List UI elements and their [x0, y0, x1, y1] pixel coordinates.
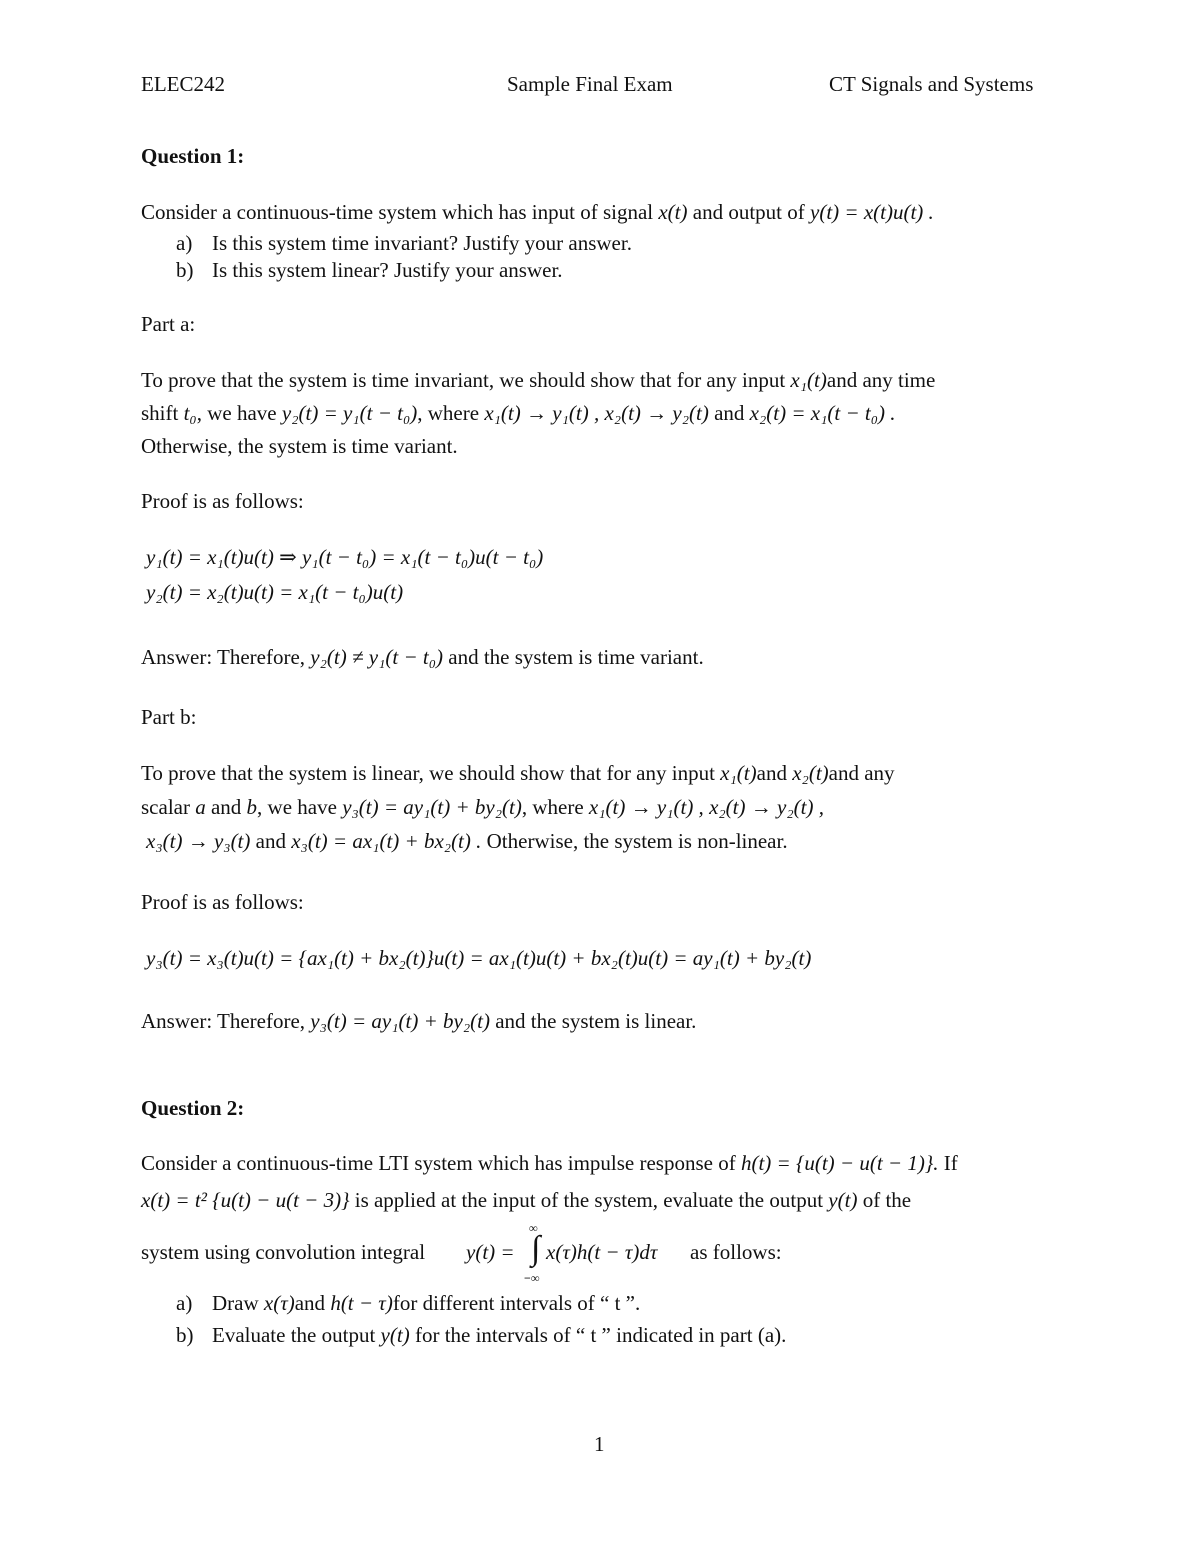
part-b-l2-where: , where — [521, 795, 584, 819]
part-b-l2-map2: x₂(t) → y₂(t) , — [709, 795, 824, 819]
part-a-l2-b: , we have — [196, 401, 277, 425]
part-b-l1-tail: and any — [828, 761, 895, 785]
q2-impulse-response: h(t) = {u(t) − u(t − 1)}. — [740, 1151, 939, 1175]
q2-item-b — [212, 1325, 786, 1346]
q2-item-a — [212, 1293, 640, 1314]
question-1-heading: Question 1: — [141, 144, 245, 168]
q2-l2-text: is applied at the input of the system, evaluate the output — [354, 1188, 824, 1212]
q1-prompt-text: Consider a continuous-time system which has input of signal — [141, 200, 654, 224]
part-b-line-2 — [141, 797, 824, 818]
course-code: ELEC242 — [141, 72, 225, 96]
part-a-l2-def: x₂(t) = x₁(t − t₀) . — [749, 401, 896, 425]
part-b-line-3 — [146, 831, 788, 852]
q1-item-b: Is this system linear? Justify your answer. — [212, 258, 563, 282]
proof-a-equation-1: y₁(t) = x₁(t)u(t) ⇒ y₁(t − t₀) = x₁(t − t₀)u(t − t₀) — [146, 545, 544, 569]
answer-b-suffix: and the system is linear. — [495, 1009, 697, 1033]
part-a-l2-a: shift — [141, 401, 179, 425]
part-b-l1-text: To prove that the system is linear, we should show that for any input — [141, 761, 715, 785]
answer-a-math: y₂(t) ≠ y₁(t − t₀) — [310, 645, 444, 669]
part-a-line-2 — [141, 403, 896, 424]
part-b-l2-scalar-b: b — [246, 795, 258, 819]
answer-a-suffix: and the system is time variant. — [448, 645, 704, 669]
q2-item-a-h: h(t − τ) — [330, 1291, 393, 1315]
q2-item-a-marker: a) — [176, 1291, 193, 1315]
part-b-l3-def: x₃(t) = ax₁(t) + bx₂(t) . — [291, 829, 482, 853]
part-b-l2-and: and — [210, 795, 242, 819]
part-a-line-3: Otherwise, the system is time variant. — [141, 434, 458, 458]
q2-item-a-tail: for different intervals of “ t ”. — [392, 1291, 641, 1315]
q2-item-b-text: Evaluate the output — [212, 1323, 376, 1347]
q2-line-2 — [141, 1190, 911, 1211]
q1-item-a-marker: a) — [176, 231, 193, 255]
part-a-l1-text: To prove that the system is time invariant, we should show that for any input — [141, 368, 786, 392]
q1-output-equation: y(t) = x(t)u(t) . — [810, 200, 934, 224]
q1-prompt — [141, 202, 934, 223]
q2-item-b-y: y(t) — [380, 1323, 410, 1347]
q2-item-a-x: x(τ) — [263, 1291, 295, 1315]
page-number: 1 — [594, 1432, 605, 1456]
part-a-l2-map1: x₁(t) → y₁(t) , — [484, 401, 600, 425]
q2-l2-tail: of the — [862, 1188, 912, 1212]
q2-item-a-and: and — [294, 1291, 326, 1315]
q2-line-3-tail: as follows: — [690, 1240, 782, 1264]
q1-input-signal: x(t) — [658, 200, 688, 224]
part-b-l1-and: and — [756, 761, 787, 785]
part-a-label: Part a: — [141, 312, 196, 336]
q2-line-1 — [141, 1153, 958, 1174]
q1-prompt-mid: and output of — [692, 200, 805, 224]
part-b-l1-x2: x₂(t) — [792, 761, 829, 785]
part-b-l2-scalar-a: a — [195, 795, 206, 819]
answer-b-prefix: Answer: Therefore, — [141, 1009, 306, 1033]
q2-l2-output: y(t) — [828, 1188, 858, 1212]
part-b-l3-tail: Otherwise, the system is non-linear. — [486, 829, 788, 853]
part-a-l1-math: x₁(t) — [790, 368, 827, 392]
q1-item-b-marker: b) — [176, 258, 194, 282]
answer-b-math: y₃(t) = ay₁(t) + by₂(t) — [310, 1009, 490, 1033]
q2-item-b-marker: b) — [176, 1323, 194, 1347]
part-a-l1-tail: and any time — [826, 368, 936, 392]
q1-item-a: Is this system time invariant? Justify your answer. — [212, 231, 632, 255]
q2-line-3-text: system using convolution integral — [141, 1240, 426, 1264]
part-b-l1-x1: x₁(t) — [720, 761, 757, 785]
part-b-l2-map1: x₁(t) → y₁(t) , — [588, 795, 704, 819]
q2-l1-text: Consider a continuous-time LTI system which has impulse response of — [141, 1151, 736, 1175]
answer-a-prefix: Answer: Therefore, — [141, 645, 306, 669]
part-b-line-1 — [141, 763, 895, 784]
integral-lower-limit: −∞ — [524, 1271, 540, 1285]
proof-a-equation-2: y₂(t) = x₂(t)u(t) = x₁(t − t₀)u(t) — [146, 580, 404, 604]
subject-title: CT Signals and Systems — [829, 72, 1034, 96]
part-a-l2-and: and — [714, 401, 745, 425]
q2-convolution-integrand: x(τ)h(t − τ)dτ — [546, 1240, 658, 1264]
answer-b — [141, 1011, 696, 1032]
part-b-label: Part b: — [141, 705, 197, 729]
part-a-l2-eq: y₂(t) = y₁(t − t₀) — [281, 401, 418, 425]
part-b-l2-a: scalar — [141, 795, 190, 819]
part-b-l3-and: and — [255, 829, 286, 853]
q2-item-a-text: Draw — [212, 1291, 259, 1315]
integral-sign: ∫ — [531, 1230, 541, 1267]
q2-item-b-tail: for the intervals of “ t ” indicated in part (a). — [414, 1323, 787, 1347]
part-b-l2-eq: y₃(t) = ay₁(t) + by₂(t) — [342, 795, 522, 819]
part-b-l2-have: , we have — [257, 795, 337, 819]
proof-b-equation: y₃(t) = x₃(t)u(t) = {ax₁(t) + bx₂(t)}u(t) = ax₁(t)u(t) + bx₂(t)u(t) = ay₁(t) + by₂(t) — [146, 946, 812, 970]
part-a-l2-c: , where — [417, 401, 480, 425]
answer-a — [141, 647, 704, 668]
integral-upper-limit: ∞ — [529, 1221, 538, 1235]
question-2-heading: Question 2: — [141, 1096, 245, 1120]
part-a-line-1 — [141, 370, 935, 391]
exam-title: Sample Final Exam — [507, 72, 673, 96]
q2-convolution-lhs: y(t) = — [466, 1240, 515, 1264]
q2-input-signal: x(t) = t² {u(t) − u(t − 3)} — [141, 1188, 350, 1212]
part-b-l3-map3: x₃(t) → y₃(t) — [146, 829, 251, 853]
part-a-l2-t0: t₀ — [183, 401, 197, 425]
proof-a-label: Proof is as follows: — [141, 489, 304, 513]
proof-b-label: Proof is as follows: — [141, 890, 304, 914]
part-a-l2-map2: x₂(t) → y₂(t) — [604, 401, 709, 425]
q2-l1-if: If — [943, 1151, 958, 1175]
